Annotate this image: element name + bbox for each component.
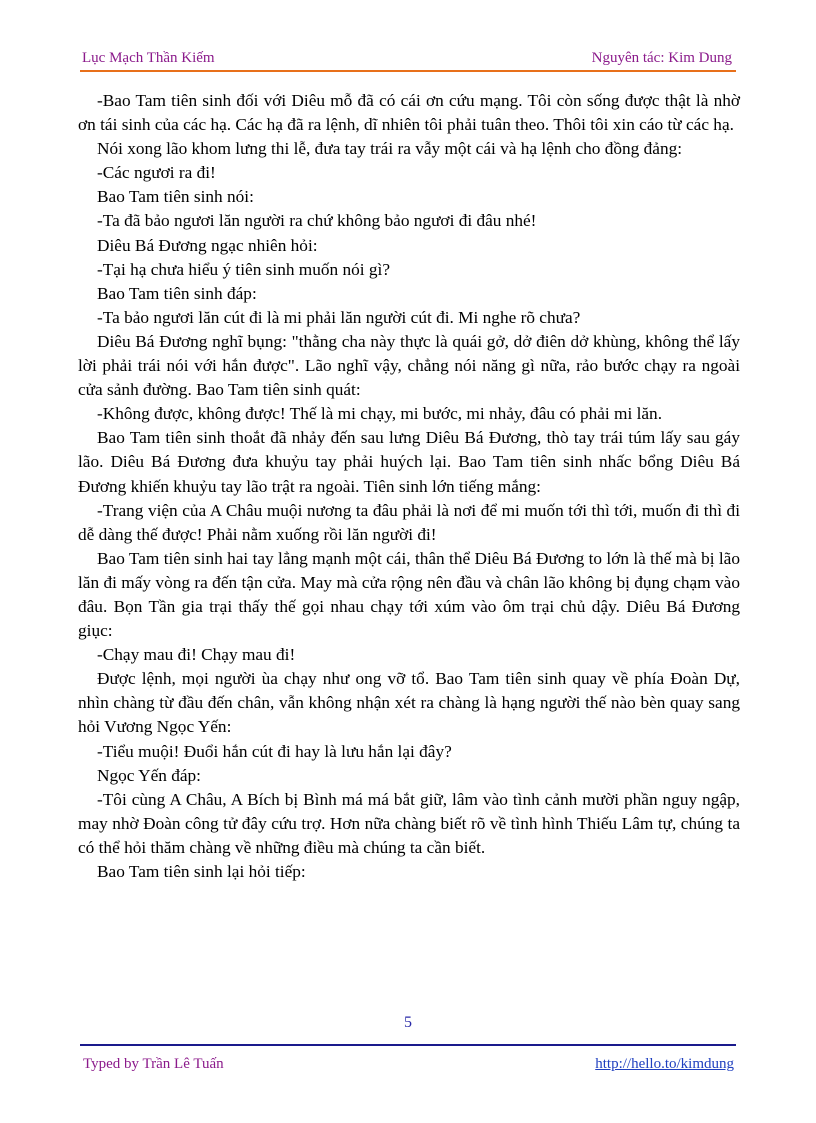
paragraph: Bao Tam tiên sinh đáp: bbox=[97, 283, 257, 303]
typed-by-credit: Typed by Trần Lê Tuấn bbox=[83, 1056, 224, 1072]
paragraph: -Chạy mau đi! Chạy mau đi! bbox=[97, 645, 296, 665]
footer-divider bbox=[80, 1044, 736, 1046]
page-number: 5 bbox=[404, 1014, 412, 1031]
paragraph: Bao Tam tiên sinh nói: bbox=[97, 187, 254, 207]
paragraph: -Ta đã bảo ngươi lăn người ra chứ không bảo ngươi đi đâu nhé! bbox=[97, 211, 537, 231]
paragraph: -Ta bảo ngươi lăn cút đi là mi phải lăn người cút đi. Mi nghe rõ chưa? bbox=[97, 307, 581, 327]
page-header bbox=[80, 44, 736, 72]
paragraph: Ngọc Yến đáp: bbox=[97, 765, 201, 785]
book-title: Lục Mạch Thần Kiếm bbox=[82, 50, 215, 66]
website-link[interactable]: http://hello.to/kimdung bbox=[595, 1056, 734, 1072]
paragraph: Diêu Bá Đương nghĩ bụng: "thằng cha này thực là quái gở, dở điên dở khùng, không thể lấy lời phải trái nói với hắn được". Lão nghĩ vậy, chẳng nói năng gì nữa, rảo bước chạy ra ngoài cửa sảnh đường. Bao Tam tiên sinh quát: bbox=[78, 331, 740, 400]
paragraph: -Tiểu muội! Đuổi hắn cút đi hay là lưu hắn lại đây? bbox=[97, 741, 452, 761]
paragraph: -Tại hạ chưa hiểu ý tiên sinh muốn nói gì? bbox=[97, 259, 390, 279]
paragraph: Được lệnh, mọi người ùa chạy như ong vỡ tổ. Bao Tam tiên sinh quay về phía Đoàn Dự, nhìn chàng từ đầu đến chân, vẫn không nhận xét ra chàng là hạng người thế nào bèn quay sang hỏi Vương Ngọc Yến: bbox=[78, 669, 740, 737]
paragraph: -Không được, không được! Thế là mi chạy, mi bước, mi nhảy, đâu có phải mi lăn. bbox=[97, 404, 663, 424]
paragraph: -Các ngươi ra đi! bbox=[97, 163, 216, 183]
paragraph: Bao Tam tiên sinh lại hỏi tiếp: bbox=[97, 862, 306, 881]
page-footer bbox=[80, 1056, 736, 1078]
paragraph: Bao Tam tiên sinh hai tay lẳng mạnh một cái, thân thể Diêu Bá Đương to lớn là thế mà bị lão lăn đi mấy vòng ra đến tận cửa. May mà cửa rộng nên đầu và chân lão không bị đụng chạm vào đâu. Bọn Tần gia trại thấy thế gọi nhau chạy tới xúm vào ôm trại chủ dậy. Diêu Bá Đương giục: bbox=[78, 548, 740, 641]
paragraph: Diêu Bá Đương ngạc nhiên hỏi: bbox=[97, 235, 318, 255]
paragraph: -Bao Tam tiên sinh đối với Diêu mỗ đã có cái ơn cứu mạng. Tôi còn sống được thật là nhờ ơn tái sinh của các hạ. Các hạ đã ra lệnh, dĩ nhiên tôi phải tuân theo. Thôi tôi xin cáo từ các hạ. bbox=[78, 91, 740, 135]
body-text bbox=[78, 89, 740, 884]
author-credit: Nguyên tác: Kim Dung bbox=[591, 50, 732, 66]
paragraph: Bao Tam tiên sinh thoắt đã nhảy đến sau lưng Diêu Bá Đương, thò tay trái túm lấy sau gáy lão. Diêu Bá Đương đưa khuỷu tay phải huých lại. Bao Tam tiên sinh nhấc bổng Diêu Bá Đương khiến khuỷu tay lão trật ra ngoài. Tiên sinh lớn tiếng mắng: bbox=[78, 428, 740, 496]
paragraph: -Trang viện của A Châu muội nương ta đâu phải là nơi để mi muốn tới thì tới, muốn đi thì đi dễ dàng thế được! Phải nằm xuống rồi lăn người đi! bbox=[78, 500, 740, 544]
paragraph: Nói xong lão khom lưng thi lễ, đưa tay trái ra vẫy một cái và hạ lệnh cho đồng đảng: bbox=[97, 139, 683, 159]
paragraph: -Tôi cùng A Châu, A Bích bị Bình má má bắt giữ, lâm vào tình cảnh mười phần nguy ngập, may nhờ Đoàn công tử đây cứu trợ. Hơn nữa chàng biết rõ về tình hình Thiếu Lâm tự, chúng ta có thể hỏi thăm chàng về những điều mà chúng ta cần biết. bbox=[78, 789, 740, 857]
